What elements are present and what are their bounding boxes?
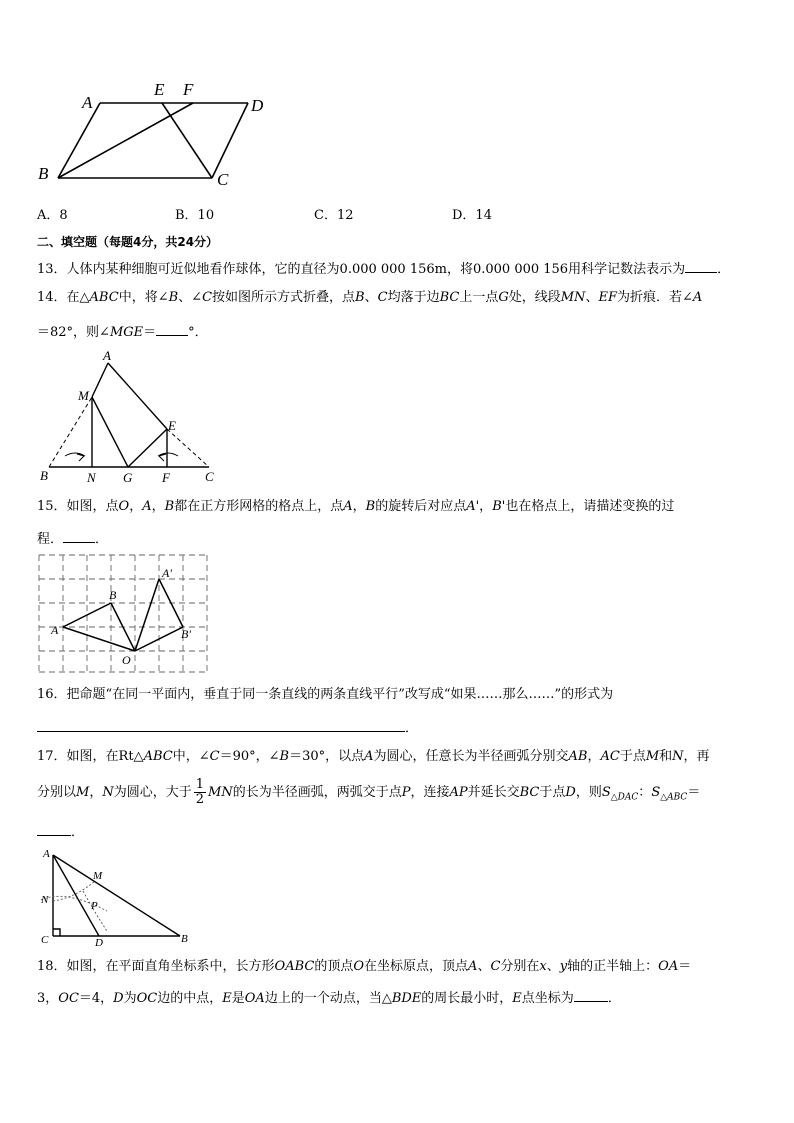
label-N: N <box>87 470 96 485</box>
label-B: B <box>40 468 48 483</box>
label-M: M <box>93 870 103 882</box>
q17-line1: 17．如图，在Rt△ABC中，∠C＝90°，∠B＝30°，以点A为圆心，任意长为半径画弧分别交AB，AC于点M和N，再 <box>37 749 710 764</box>
label-D: D <box>95 937 103 948</box>
label-A: A <box>43 848 50 860</box>
label-B: B <box>109 588 117 602</box>
q18-line2: 3，OC＝4，D为OC边的中点，E是OA边上的一个动点，当△BDE的周长最小时，E点坐标为 ． <box>37 988 621 1008</box>
q15-answer-blank[interactable] <box>63 529 95 543</box>
q16-text: 16．把命题“在同一平面内，垂直于同一条直线的两条直线平行”改写成“如果……那么……”的形式为 <box>37 687 614 702</box>
label-N: N <box>41 894 49 906</box>
section-title: 二、填空题（每题4分，共24分） <box>37 235 219 249</box>
q17-line3: ． <box>37 822 84 842</box>
q13-answer-blank[interactable] <box>685 259 717 273</box>
label-A: A <box>103 350 111 363</box>
q14-line2: ＝82°，则∠MGE＝ °． <box>37 322 208 342</box>
q16 <box>37 686 613 704</box>
label-B: B <box>181 933 188 945</box>
label-G: G <box>123 470 133 485</box>
q14-answer-blank[interactable] <box>156 322 188 336</box>
folded-triangle-figure <box>35 350 225 485</box>
q13: 13．人体内某种细胞可近似地看作球体，它的直径为0.000 000 156m，将0.000 000 156用科学记数法表示为 ． <box>37 259 730 279</box>
label-F: F <box>183 80 194 99</box>
label-A: A <box>82 93 93 112</box>
parallelogram-figure <box>30 78 280 193</box>
label-D: D <box>251 96 264 115</box>
label-E: E <box>154 80 165 99</box>
q15-line1: 15．如图，点O，A，B都在正方形网格的格点上，点A，B的旋转后对应点A'，B'也在格点上，请描述变换的过 <box>37 499 675 514</box>
grid-rotation-figure <box>36 550 211 675</box>
q14-line1: 14．在△ABC中，将∠B、∠C按如图所示方式折叠，点B、C均落于边BC上一点G处，线段MN、EF为折痕．若∠A <box>37 290 703 305</box>
label-B: B <box>38 164 49 183</box>
label-A-prime: A' <box>162 566 172 580</box>
q17-answer-blank[interactable] <box>37 822 71 836</box>
q13-text: 13．人体内某种细胞可近似地看作球体，它的直径为0.000 000 156m，将0.000 000 156用科学记数法表示为 <box>37 262 686 277</box>
fraction-one-half: $\frac{1}{2}$ <box>195 777 205 807</box>
label-M: M <box>78 388 89 403</box>
label-A: A <box>51 623 59 637</box>
label-P: P <box>91 900 98 912</box>
label-B-prime: B' <box>181 627 191 641</box>
q18-answer-blank[interactable] <box>574 988 608 1002</box>
label-E: E <box>168 418 176 433</box>
option-c[interactable]: C．12 <box>314 208 354 223</box>
q17-line2: 分别以M，N为圆心，大于 $\frac{1}{2}$ MN的长为半径画弧，两弧交于点P，连接AP并延长交BC于点D，则$S_{\triangle DAC}$：$S_{\triangle ABC}=$ <box>37 777 701 807</box>
option-a[interactable]: A．8 <box>37 208 68 223</box>
q16-answer-line: ． <box>37 718 418 738</box>
option-b[interactable]: B．10 <box>175 208 215 223</box>
q18-line1: 18．如图，在平面直角坐标系中，长方形OABC的顶点O在坐标原点，顶点A、C分别在x、y轴的正半轴上：OA＝ <box>37 959 692 974</box>
label-C: C <box>217 170 229 189</box>
label-F: F <box>162 470 170 485</box>
label-C: C <box>41 934 49 946</box>
label-O: O <box>122 653 131 667</box>
right-triangle-figure <box>35 843 195 948</box>
q15-line2: 程． ． <box>37 529 108 549</box>
q16-answer-blank[interactable] <box>37 718 405 732</box>
option-d[interactable]: D．14 <box>452 208 492 223</box>
label-C: C <box>205 469 214 484</box>
